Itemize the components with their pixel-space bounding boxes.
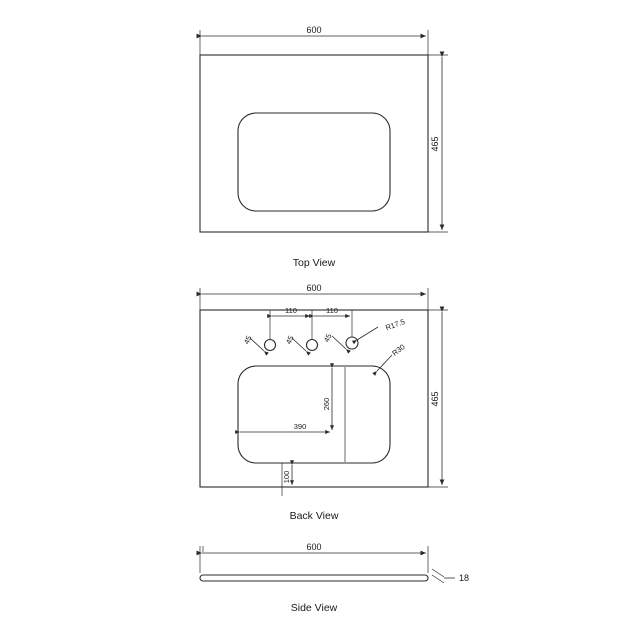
r30-leader	[377, 355, 392, 371]
tap-hole-center	[307, 340, 318, 351]
back-view-dim-width-label: 600	[306, 283, 322, 293]
dia-leader-right	[332, 336, 346, 349]
side-view-dim-thickness-label: 18	[459, 573, 470, 583]
top-view-dim-width-label: 600	[306, 25, 322, 35]
back-view-dim-110-right-label: 110	[326, 306, 338, 315]
side-view-group	[200, 542, 469, 614]
r175-label: R17.5	[384, 316, 407, 333]
back-view-dim-110-left-label: 110	[285, 306, 297, 315]
back-view-label: Back View	[289, 510, 339, 522]
back-view-dim-100-label: 100	[282, 470, 291, 484]
side-view-label: Side View	[290, 602, 338, 614]
tap-hole-right	[346, 337, 358, 349]
top-view-group	[200, 25, 448, 269]
dia-left-label: 45	[241, 334, 254, 346]
side-view-outline	[200, 575, 428, 581]
top-view-outline	[200, 55, 428, 232]
back-view-dim-depth-label: 465	[430, 391, 440, 407]
back-view-dim-260-label: 260	[322, 397, 331, 411]
back-view-outline	[200, 310, 428, 487]
back-view-dim-390-label: 390	[293, 422, 307, 431]
back-view-basin-outline	[238, 366, 390, 463]
dia-center-label: 45	[283, 334, 296, 346]
side-view-dim-width-label: 600	[306, 542, 322, 552]
tap-hole-left	[265, 340, 276, 351]
r30-label: R30	[390, 342, 407, 358]
top-view-label: Top View	[292, 257, 336, 269]
r175-leader	[357, 327, 378, 340]
back-view-group	[200, 283, 448, 522]
top-view-dim-depth-label: 465	[430, 136, 440, 152]
top-view-basin-cutout	[238, 113, 390, 211]
dia-right-label: 45	[321, 332, 334, 344]
